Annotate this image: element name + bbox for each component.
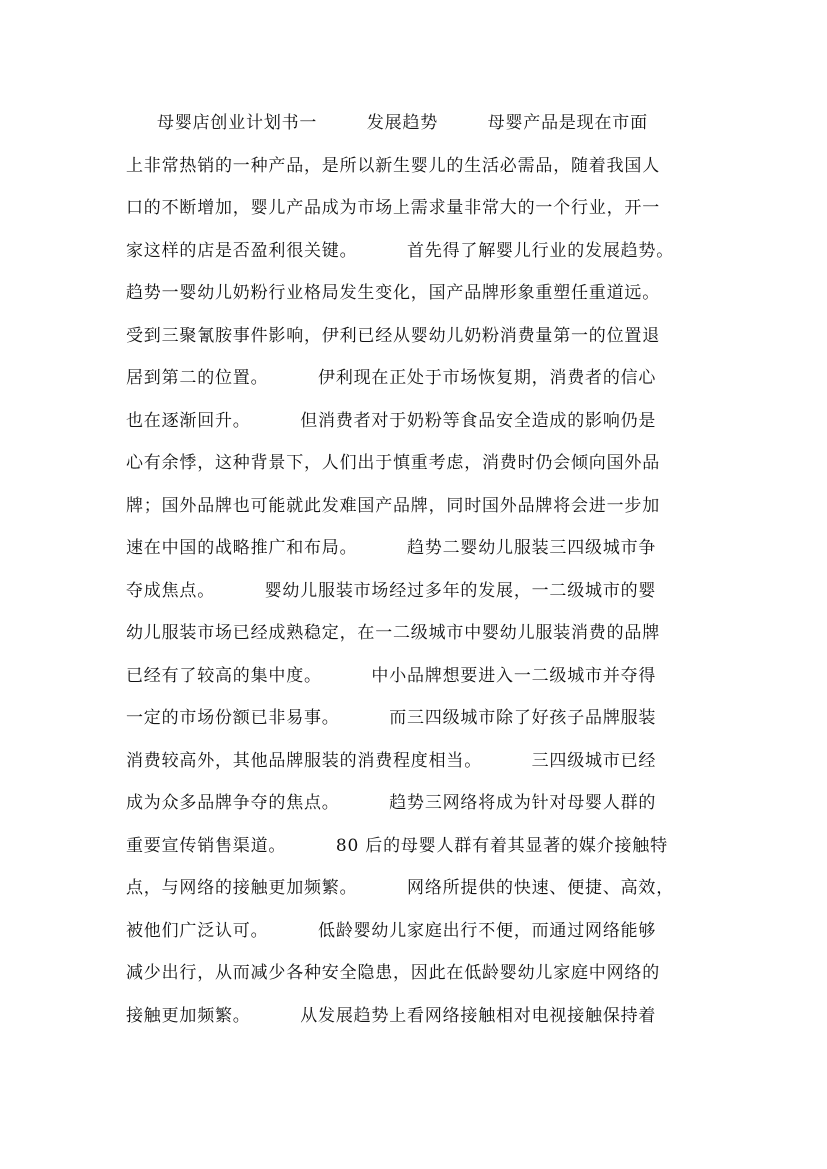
- text-line-13: 幼儿服装市场已经成熟稳定，在一二级城市中婴幼儿服装消费的品牌: [126, 623, 660, 643]
- text-line-3: 口的不断增加，婴儿产品成为市场上需求量非常大的一个行业，开一: [126, 198, 660, 218]
- document-body: [126, 102, 711, 1037]
- text-line-4: 家这样的店是否盈利很关键。 首先得了解婴儿行业的发展趋势。: [126, 240, 675, 261]
- text-line-18: 重要宣传销售渠道。 80 后的母婴人群有着其显著的媒介接触特: [126, 835, 668, 856]
- text-line-6: 受到三聚氰胺事件影响，伊利已经从婴幼儿奶粉消费量第一的位置退: [126, 325, 660, 346]
- text-line-19: 点，与网络的接触更加频繁。 网络所提供的快速、便捷、高效，: [126, 878, 675, 898]
- text-line-8: 也在逐渐回升。 但消费者对于奶粉等食品安全造成的影响仍是: [126, 410, 657, 431]
- text-line-22: 接触更加频繁。 从发展趋势上看网络接触相对电视接触保持着: [126, 1005, 657, 1026]
- text-line-2: 上非常热销的一种产品，是所以新生婴儿的生活必需品，随着我国人: [126, 155, 660, 176]
- text-line-16: 消费较高外，其他品牌服装的消费程度相当。 三四级城市已经: [126, 750, 657, 771]
- text-line-14: 已经有了较高的集中度。 中小品牌想要进入一二级城市并夺得: [126, 665, 657, 686]
- text-line-9: 心有余悸，这种背景下，人们出于慎重考虑，消费时仍会倾向国外品: [126, 453, 660, 473]
- text-line-5: 趋势一婴幼儿奶粉行业格局发生变化，国产品牌形象重塑任重道远。: [126, 283, 660, 303]
- text-line-20: 被他们广泛认可。 低龄婴幼儿家庭出行不便，而通过网络能够: [126, 920, 657, 941]
- text-line-21: 减少出行，从而减少各种安全隐患，因此在低龄婴幼儿家庭中网络的: [126, 963, 660, 983]
- text-line-11: 速在中国的战略推广和布局。 趋势二婴幼儿服装三四级城市争: [126, 538, 657, 558]
- text-line-15: 一定的市场份额已非易事。 而三四级城市除了好孩子品牌服装: [126, 708, 657, 728]
- text-line-1: 母婴店创业计划书一 发展趋势 母婴产品是现在市面: [126, 113, 648, 133]
- text-line-7: 居到第二的位置。 伊利现在正处于市场恢复期，消费者的信心: [126, 368, 657, 388]
- text-line-12: 夺成焦点。 婴幼儿服装市场经过多年的发展，一二级城市的婴: [126, 580, 657, 601]
- text-line-17: 成为众多品牌争夺的焦点。 趋势三网络将成为针对母婴人群的: [126, 793, 657, 813]
- text-line-10: 牌；国外品牌也可能就此发难国产品牌，同时国外品牌将会进一步加: [126, 495, 660, 516]
